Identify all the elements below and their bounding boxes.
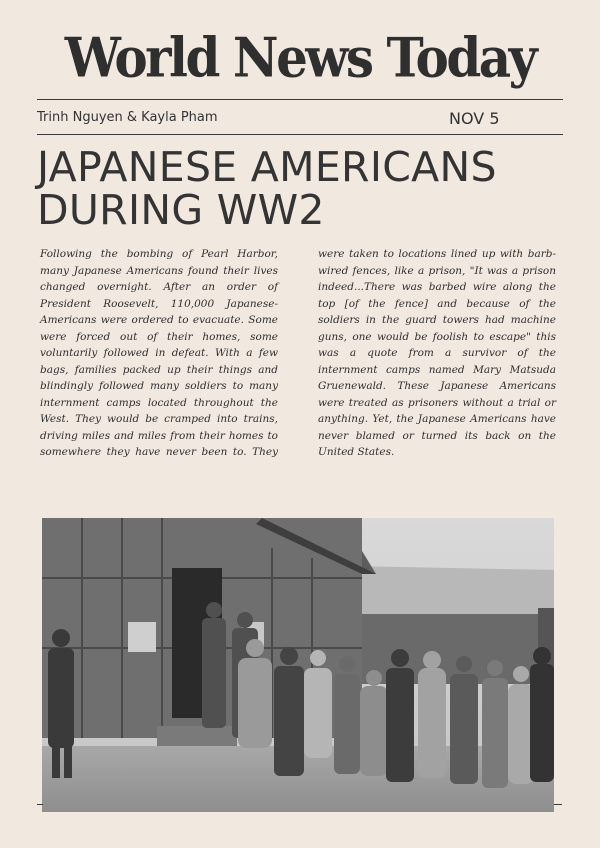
- headline-line-1: JAPANESE AMERICANS: [37, 143, 497, 191]
- issue-date: NOV 5: [449, 109, 500, 128]
- article-photo: [42, 518, 554, 812]
- newspaper-masthead: World News Today: [64, 25, 536, 90]
- article-body: Following the bombing of Pearl Harbor, many Japanese Americans found their lives changed overnight. After an order of President Roosevelt, 110,000 Japanese-Americans were ordered to evacuate. Some were forced out of their homes, some voluntarily followed in defeat. With a few bags, families packed up their things and blindingly followed many soldiers to many internment camps located throughout the West. They would be cramped into trains, driving miles and miles from their homes to somewhere they have never been to. They were taken to locations lined up with barb-wired fences, like a prison, "It was a prison indeed...There was barbed wire along the top [of the fence] and because of the soldiers in the guard towers had machine guns, one would be foolish to escape" this was a quote from a survivor of the internment camps named Mary Matsuda Gruenewald. These Japanese Americans were treated as prisoners without a trial or anything. Yet, the Japanese Americans have never blamed or turned its back on the United States.: [40, 248, 556, 458]
- byline: [37, 108, 563, 130]
- byline-authors: Trinh Nguyen & Kayla Pham: [37, 110, 218, 125]
- headline-line-2: DURING WW2: [37, 186, 325, 234]
- article-headline: [37, 143, 577, 234]
- photo-rule-right: [554, 804, 562, 805]
- photo-rule-left: [37, 804, 43, 805]
- masthead-rule: [37, 99, 563, 100]
- byline-rule: [37, 134, 563, 135]
